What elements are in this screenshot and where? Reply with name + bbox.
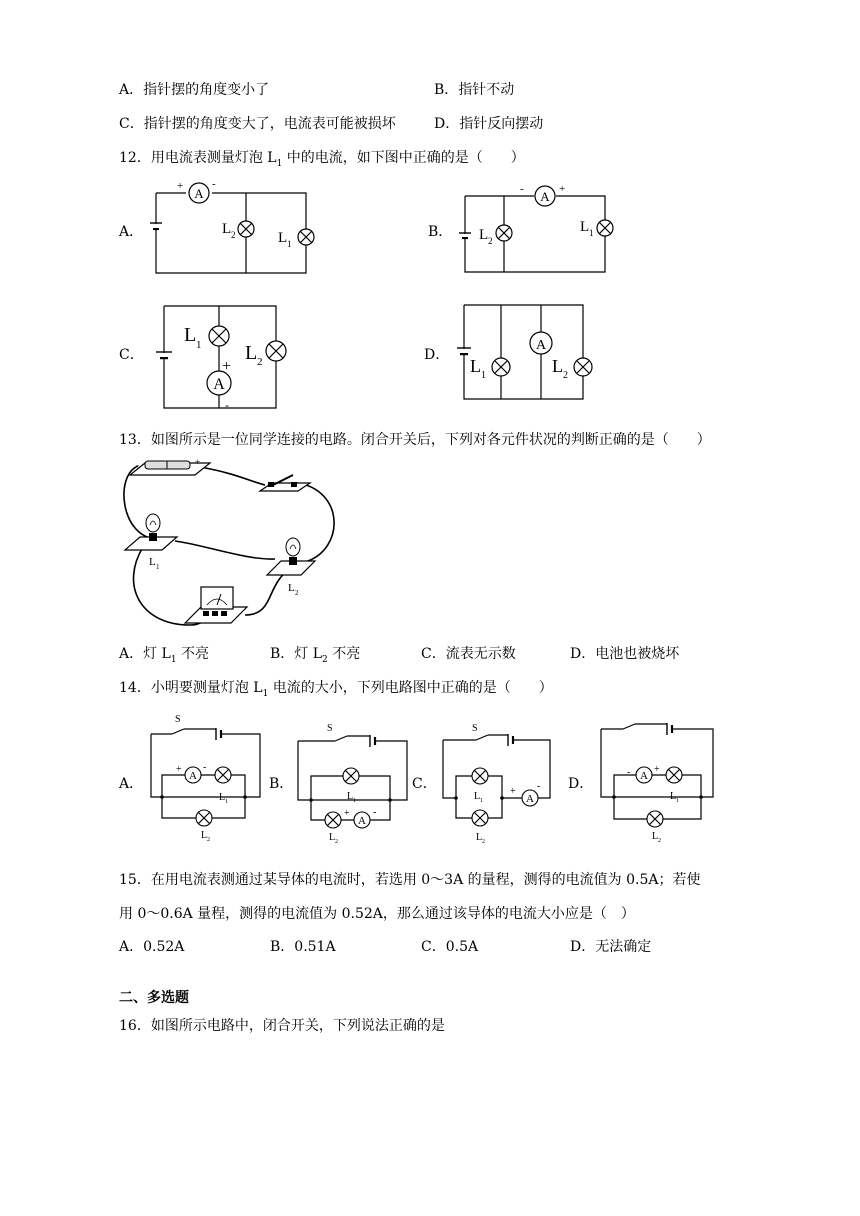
svg-text:A: A: [213, 376, 225, 393]
svg-text:L: L: [670, 791, 677, 802]
svg-text:L: L: [288, 582, 295, 594]
svg-text:L: L: [652, 831, 659, 842]
q12-label-a[interactable]: A．: [119, 224, 144, 240]
svg-text:2: 2: [257, 356, 263, 368]
svg-text:S: S: [472, 723, 478, 734]
svg-text:+: +: [222, 358, 232, 375]
svg-text:S: S: [327, 723, 333, 734]
svg-text:1: 1: [589, 228, 594, 238]
q13-option-a[interactable]: A．灯 $L_1$ 不亮: [119, 646, 210, 665]
q12-diagram-c: [148, 296, 288, 414]
svg-text:A: A: [194, 186, 204, 201]
svg-text:2: 2: [482, 839, 485, 845]
section-title-multiple-choice: 二、多选题: [119, 990, 189, 1006]
svg-text:2: 2: [658, 838, 661, 844]
svg-text:-: -: [212, 178, 216, 190]
q15-option-c[interactable]: C．0.5A: [421, 939, 479, 955]
svg-text:L: L: [201, 830, 208, 841]
q14-label-b[interactable]: B．: [269, 776, 294, 792]
svg-text:+: +: [177, 180, 184, 192]
svg-text:2: 2: [563, 370, 568, 381]
q13-option-d[interactable]: D．电池也被烧坏: [570, 646, 680, 662]
svg-text:L: L: [219, 792, 226, 803]
svg-text:L: L: [184, 324, 197, 346]
q15-option-a[interactable]: A．0.52A: [119, 939, 185, 955]
svg-text:1: 1: [353, 798, 356, 804]
svg-text:2: 2: [231, 230, 236, 240]
svg-text:-: -: [627, 767, 631, 778]
svg-text:L: L: [347, 791, 354, 802]
svg-text:1: 1: [287, 239, 292, 249]
svg-text:1: 1: [481, 370, 486, 381]
q11-option-b[interactable]: B．指针不动: [434, 82, 515, 98]
q11-option-c[interactable]: C．指针摆的角度变大了，电流表可能被损坏: [119, 116, 396, 132]
svg-text:1: 1: [225, 799, 228, 805]
svg-text:L: L: [278, 230, 288, 246]
svg-text:L: L: [149, 556, 156, 568]
svg-text:-: -: [225, 398, 229, 412]
q14-label-a[interactable]: A．: [119, 776, 144, 792]
q14-stem: 14．小明要测量灯泡 $L_1$ 电流的大小，下列电路图中正确的是（ ）: [119, 680, 553, 699]
q14-diagram-c: [440, 718, 560, 848]
svg-text:2: 2: [207, 837, 210, 843]
q14-diagram-d: [597, 715, 722, 845]
svg-text:A: A: [640, 770, 648, 782]
q14-label-d[interactable]: D．: [568, 776, 594, 792]
svg-text:2: 2: [295, 589, 299, 597]
q12-diagram-a: [140, 175, 320, 280]
svg-text:L: L: [222, 221, 232, 237]
svg-text:-: -: [203, 762, 207, 773]
svg-text:L: L: [476, 832, 483, 843]
svg-text:L: L: [470, 356, 481, 376]
svg-text:A: A: [526, 793, 534, 805]
q15-option-d[interactable]: D．无法确定: [570, 939, 652, 955]
svg-text:+: +: [195, 457, 201, 467]
svg-text:-: -: [373, 807, 377, 818]
svg-text:2: 2: [488, 236, 493, 246]
q11-option-a[interactable]: A．指针摆的角度变小了: [119, 82, 270, 98]
svg-text:1: 1: [156, 563, 160, 571]
svg-text:A: A: [535, 338, 547, 353]
svg-text:-: -: [520, 183, 524, 195]
svg-text:L: L: [474, 791, 481, 802]
q12-diagram-d: [455, 300, 605, 405]
q12-label-b[interactable]: B．: [428, 224, 453, 240]
svg-text:1: 1: [480, 798, 483, 804]
q14-diagram-b: [295, 718, 415, 848]
svg-text:+: +: [559, 183, 566, 195]
svg-text:-: -: [537, 781, 541, 792]
svg-text:L: L: [245, 342, 258, 364]
q13-circuit-illustration: [115, 455, 350, 635]
svg-text:+: +: [176, 764, 182, 775]
svg-text:1: 1: [676, 798, 679, 804]
svg-text:2: 2: [335, 839, 338, 845]
q13-option-c[interactable]: C．流表无示数: [421, 646, 516, 662]
svg-text:+: +: [510, 786, 516, 797]
svg-text:L: L: [580, 219, 590, 235]
svg-text:A: A: [540, 189, 550, 204]
svg-text:L: L: [479, 227, 489, 243]
q12-label-d[interactable]: D．: [424, 347, 450, 363]
svg-text:-: -: [136, 460, 139, 470]
q13-option-b[interactable]: B．灯 $L_2$ 不亮: [270, 646, 361, 665]
q14-diagram-a: [148, 712, 268, 847]
q13-stem: 13．如图所示是一位同学连接的电路。闭合开关后，下列对各元件状况的判断正确的是（ ）: [119, 432, 711, 448]
q12-diagram-b: [455, 182, 625, 282]
svg-text:+: +: [654, 764, 660, 775]
q12-label-c[interactable]: C．: [119, 347, 144, 363]
q15-option-b[interactable]: B．0.51A: [270, 939, 336, 955]
svg-text:+: +: [344, 808, 350, 819]
svg-text:1: 1: [196, 339, 202, 351]
q11-option-d[interactable]: D．指针反向摆动: [434, 116, 544, 132]
q14-label-c[interactable]: C．: [412, 776, 437, 792]
svg-text:L: L: [329, 832, 336, 843]
svg-text:S: S: [175, 714, 181, 725]
svg-text:L: L: [552, 356, 563, 376]
svg-text:A: A: [358, 815, 366, 827]
q12-stem: 12．用电流表测量灯泡 $L_1$ 中的电流，如下图中正确的是（ ）: [119, 150, 525, 169]
svg-text:A: A: [189, 770, 197, 782]
q15-stem-line2: 用 0～0.6A 量程，测得的电流值为 0.52A，那么通过该导体的电流大小应是（ ）: [119, 906, 635, 922]
q16-stem: 16．如图所示电路中，闭合开关，下列说法正确的是: [119, 1018, 445, 1034]
q15-stem-line1: 15．在用电流表测通过某导体的电流时，若选用 0～3A 的量程，测得的电流值为 0.5A；若使: [119, 872, 701, 888]
